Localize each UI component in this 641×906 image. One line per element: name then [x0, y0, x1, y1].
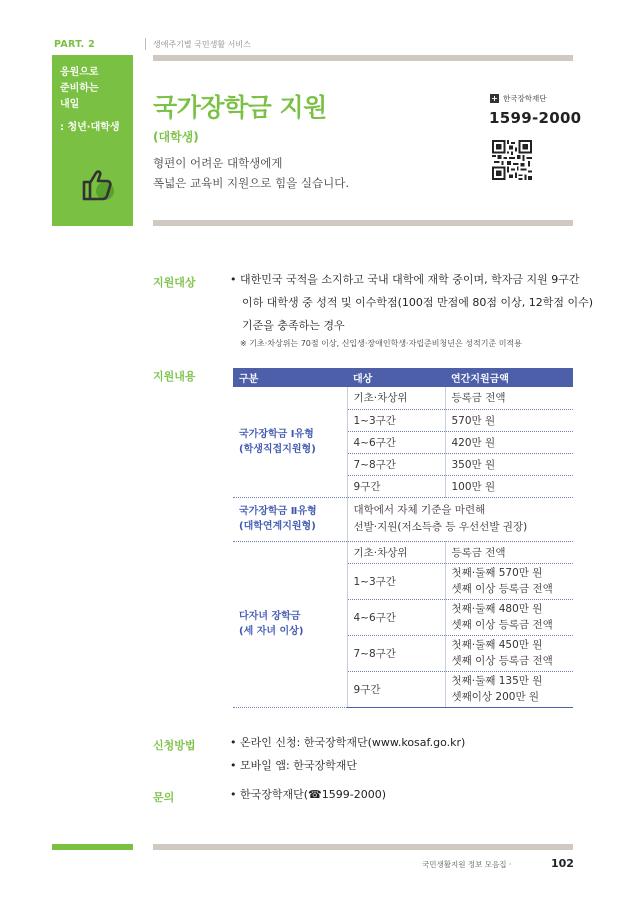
amount-line-1: 첫째·둘째 480만 원	[451, 603, 543, 615]
description-line-1: 형편이 어려운 대학생에게	[153, 156, 283, 170]
table-cell-target: 4~6구간	[347, 431, 445, 453]
table-row	[233, 541, 573, 563]
table-cell-target: 1~3구간	[347, 409, 445, 431]
support-label: 지원내용	[153, 370, 196, 383]
support-table	[233, 368, 573, 708]
header-category: 구분	[233, 368, 347, 387]
inquiry-label: 문의	[153, 791, 175, 804]
apply-label: 신청방법	[153, 739, 196, 752]
phone-number: 1599-2000	[489, 109, 582, 127]
type2-category	[233, 497, 347, 541]
section-divider	[153, 220, 573, 226]
type1-category	[233, 387, 347, 497]
eligibility-line-1: • 대한민국 국적을 소지하고 국내 대학에 재학 중이며, 학자금 지원 9구간	[230, 273, 580, 286]
footer-green-bar	[52, 844, 133, 850]
type1-subname: (학생직접지원형)	[239, 443, 316, 455]
org-name: 한국장학재단	[503, 94, 547, 103]
table-cell-target: 9구간	[347, 671, 445, 707]
multi-subname: (세 자녀 이상)	[239, 626, 304, 637]
eligibility-label: 지원대상	[153, 276, 196, 289]
sidebar-text	[60, 65, 120, 136]
sidebar-line-1: 응원으로	[60, 67, 99, 78]
table-cell-amount: 350만 원	[445, 453, 573, 475]
eligibility-line-3: 기준을 충족하는 경우	[242, 319, 345, 332]
table-row	[233, 497, 573, 541]
amount-line-2: 셋째 이상 등록금 전액	[451, 619, 553, 631]
top-divider	[153, 55, 573, 61]
plus-icon: +	[491, 94, 498, 103]
section-title: 생애주기별 국민생활 서비스	[153, 40, 251, 49]
table-cell-amount: 100만 원	[445, 475, 573, 497]
footer-text: 국민생활지원 정보 모음집 ·	[422, 860, 512, 869]
table-header	[233, 368, 573, 387]
page-number: 102	[551, 857, 574, 870]
amount-line-1: 첫째·둘째 135만 원	[451, 675, 543, 687]
inquiry-text: • 한국장학재단(☎1599-2000)	[230, 788, 386, 801]
table-row	[233, 387, 573, 409]
amount-line-2: 셋째 이상 등록금 전액	[451, 583, 553, 595]
description-line-2: 폭넓은 교육비 지원으로 힘을 실습니다.	[153, 176, 350, 190]
multi-category	[233, 541, 347, 707]
thumbs-up-icon	[78, 165, 118, 205]
header-target: 대상	[347, 368, 445, 387]
table-cell-target: 7~8구간	[347, 635, 445, 671]
table-cell-target: 기초·차상위	[347, 387, 445, 409]
type2-subname: (대학연계지원형)	[239, 521, 316, 532]
table-cell-amount	[445, 599, 573, 635]
table-cell-target: 7~8구간	[347, 453, 445, 475]
table-cell-amount: 570만 원	[445, 409, 573, 431]
qr-code-icon[interactable]	[492, 140, 532, 180]
type2-desc-line-2: 선발·지원(저소득층 등 우선선발 권장)	[353, 521, 528, 533]
table-cell-target: 기초·차상위	[347, 541, 445, 563]
type1-name: 국가장학금 Ⅰ유형	[239, 428, 314, 440]
eligibility-note: ※ 기초·차상위는 70점 이상, 신입생·장애인학생·자립준비청년은 성적기준 미적용	[240, 339, 522, 348]
type2-desc-line-1: 대학에서 자체 기준을 마련해	[353, 504, 486, 516]
sidebar-box	[52, 55, 133, 226]
table-cell-amount	[445, 635, 573, 671]
org-label	[490, 93, 546, 104]
table-cell-target: 4~6구간	[347, 599, 445, 635]
page-title: 국가장학금 지원	[153, 93, 327, 122]
apply-text	[230, 731, 465, 777]
table-cell-amount: 등록금 전액	[445, 387, 573, 409]
footer-grey-bar	[153, 844, 573, 850]
sidebar-line-3: 내일	[60, 99, 80, 110]
table-cell-target: 1~3구간	[347, 563, 445, 599]
header-amount: 연간지원금액	[445, 368, 573, 387]
type2-description	[347, 497, 573, 541]
table-cell-amount: 등록금 전액	[445, 541, 573, 563]
header-divider	[145, 38, 146, 50]
table-cell-amount	[445, 671, 573, 707]
eligibility-line-2: 이하 대학생 중 성적 및 이수학점(100점 만점에 80점 이상, 12학점 이수)	[242, 296, 594, 309]
amount-line-1: 첫째·둘째 570만 원	[451, 567, 543, 579]
table-cell-target: 9구간	[347, 475, 445, 497]
amount-line-2: 셋째이상 200만 원	[451, 691, 540, 703]
eligibility-text	[230, 268, 593, 337]
page-description	[153, 153, 349, 193]
part-label: PART. 2	[54, 39, 95, 50]
sidebar-line-4: : 청년·대학생	[60, 122, 120, 133]
page-subtitle: (대학생)	[153, 130, 199, 144]
table-cell-amount: 420만 원	[445, 431, 573, 453]
multi-name: 다자녀 장학금	[239, 611, 301, 622]
type2-name: 국가장학금 Ⅱ유형	[239, 506, 317, 517]
table-cell-amount	[445, 563, 573, 599]
sidebar-line-2: 준비하는	[60, 83, 99, 94]
amount-line-1: 첫째·둘째 450만 원	[451, 639, 543, 651]
apply-line-online[interactable]: • 온라인 신청: 한국장학재단(www.kosaf.go.kr)	[230, 736, 466, 749]
apply-line-mobile: • 모바일 앱: 한국장학재단	[230, 759, 357, 772]
amount-line-2: 셋째 이상 등록금 전액	[451, 655, 553, 667]
